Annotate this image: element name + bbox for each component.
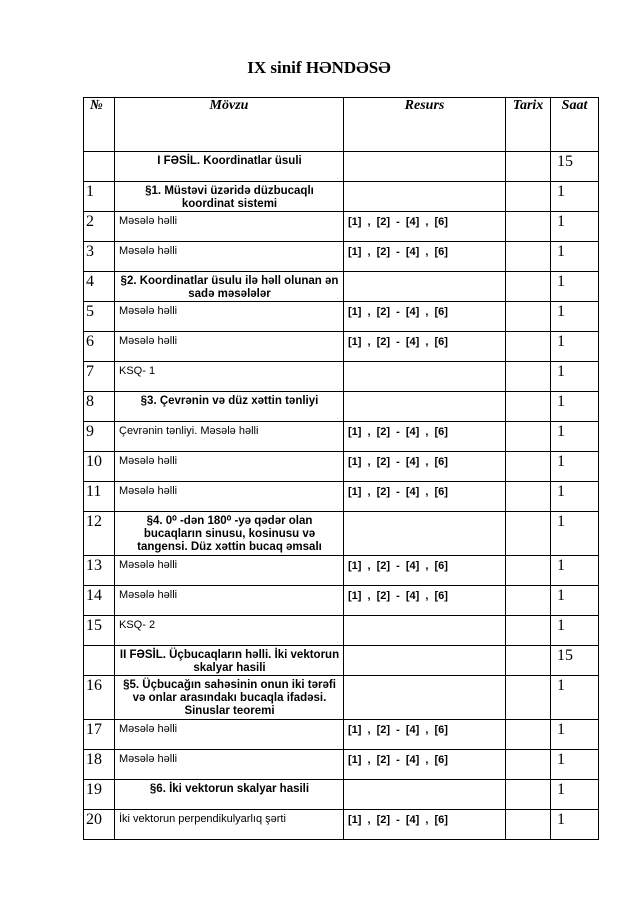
row-number: 19 — [84, 780, 115, 810]
row-hours: 1 — [551, 272, 599, 302]
row-hours: 1 — [551, 780, 599, 810]
row-topic: Məsələ həlli — [115, 720, 344, 750]
table-body — [84, 152, 599, 840]
row-topic: Məsələ həlli — [115, 212, 344, 242]
row-date — [506, 302, 551, 332]
row-resource — [344, 646, 506, 676]
table-row — [84, 152, 599, 182]
row-topic: II FƏSİL. Üçbucaqların həlli. İki vektorun skalyar hasili — [115, 646, 344, 676]
table-row — [84, 810, 599, 840]
row-date — [506, 362, 551, 392]
row-date — [506, 272, 551, 302]
row-number: 18 — [84, 750, 115, 780]
table-row — [84, 556, 599, 586]
row-number: 4 — [84, 272, 115, 302]
table-row — [84, 332, 599, 362]
row-topic: Məsələ həlli — [115, 482, 344, 512]
row-number — [84, 646, 115, 676]
table-row — [84, 422, 599, 452]
row-hours: 15 — [551, 152, 599, 182]
row-topic: Məsələ həlli — [115, 452, 344, 482]
lesson-plan-table — [83, 97, 599, 840]
row-topic: §6. İki vektorun skalyar hasili — [115, 780, 344, 810]
row-resource: [1] , [2] - [4] , [6] — [344, 586, 506, 616]
table-row — [84, 452, 599, 482]
row-date — [506, 646, 551, 676]
row-date — [506, 720, 551, 750]
row-hours: 1 — [551, 750, 599, 780]
row-topic: Məsələ həlli — [115, 332, 344, 362]
row-date — [506, 750, 551, 780]
row-resource: [1] , [2] - [4] , [6] — [344, 810, 506, 840]
row-number: 20 — [84, 810, 115, 840]
row-resource — [344, 272, 506, 302]
row-hours: 15 — [551, 646, 599, 676]
row-resource — [344, 182, 506, 212]
row-date — [506, 780, 551, 810]
row-hours: 1 — [551, 616, 599, 646]
row-date — [506, 512, 551, 556]
row-resource — [344, 362, 506, 392]
row-hours: 1 — [551, 810, 599, 840]
table-row — [84, 242, 599, 272]
row-number: 1 — [84, 182, 115, 212]
row-topic: Məsələ həlli — [115, 302, 344, 332]
table-row — [84, 586, 599, 616]
row-hours: 1 — [551, 452, 599, 482]
row-hours: 1 — [551, 242, 599, 272]
table-row — [84, 212, 599, 242]
row-topic: Məsələ həlli — [115, 242, 344, 272]
row-topic: Məsələ həlli — [115, 556, 344, 586]
row-resource: [1] , [2] - [4] , [6] — [344, 452, 506, 482]
row-resource — [344, 152, 506, 182]
row-resource: [1] , [2] - [4] , [6] — [344, 556, 506, 586]
row-topic: §1. Müstəvi üzəridə düzbucaqlı koordinat sistemi — [115, 182, 344, 212]
row-resource: [1] , [2] - [4] , [6] — [344, 332, 506, 362]
row-date — [506, 422, 551, 452]
table-row — [84, 362, 599, 392]
header-row — [84, 98, 599, 152]
row-hours: 1 — [551, 212, 599, 242]
row-topic: §2. Koordinatlar üsulu ilə həll olunan ən sadə məsələlər — [115, 272, 344, 302]
row-resource: [1] , [2] - [4] , [6] — [344, 482, 506, 512]
row-resource — [344, 512, 506, 556]
row-resource — [344, 616, 506, 646]
row-hours: 1 — [551, 392, 599, 422]
row-date — [506, 212, 551, 242]
row-number: 5 — [84, 302, 115, 332]
row-date — [506, 616, 551, 646]
table-row — [84, 482, 599, 512]
row-hours: 1 — [551, 362, 599, 392]
row-resource — [344, 676, 506, 720]
row-date — [506, 810, 551, 840]
row-number: 8 — [84, 392, 115, 422]
row-resource: [1] , [2] - [4] , [6] — [344, 720, 506, 750]
row-hours: 1 — [551, 482, 599, 512]
row-number: 9 — [84, 422, 115, 452]
row-resource: [1] , [2] - [4] , [6] — [344, 212, 506, 242]
row-topic: KSQ- 1 — [115, 362, 344, 392]
row-topic: KSQ- 2 — [115, 616, 344, 646]
row-resource: [1] , [2] - [4] , [6] — [344, 422, 506, 452]
table-row — [84, 616, 599, 646]
page-title: IX sinif HƏNDƏSƏ — [247, 58, 391, 77]
row-topic: Məsələ həlli — [115, 586, 344, 616]
row-topic: Çevrənin tənliyi. Məsələ həlli — [115, 422, 344, 452]
row-topic: §3. Çevrənin və düz xəttin tənliyi — [115, 392, 344, 422]
table-row — [84, 302, 599, 332]
table-row — [84, 182, 599, 212]
row-topic: Məsələ həlli — [115, 750, 344, 780]
table-row — [84, 750, 599, 780]
row-date — [506, 152, 551, 182]
row-date — [506, 676, 551, 720]
row-resource — [344, 780, 506, 810]
header-resource: Resurs — [344, 98, 506, 152]
row-number — [84, 152, 115, 182]
row-resource: [1] , [2] - [4] , [6] — [344, 750, 506, 780]
row-date — [506, 482, 551, 512]
row-hours: 1 — [551, 676, 599, 720]
row-topic: İki vektorun perpendikulyarlıq şərti — [115, 810, 344, 840]
row-date — [506, 452, 551, 482]
row-hours: 1 — [551, 332, 599, 362]
row-hours: 1 — [551, 302, 599, 332]
row-topic: I FƏSİL. Koordinatlar üsuli — [115, 152, 344, 182]
table-row — [84, 720, 599, 750]
header-date: Tarix — [506, 98, 551, 152]
row-topic: §4. 0⁰ -dən 180⁰ -yə qədər olan bucaqların sinusu, kosinusu və tangensi. Düz xəttin bucaq əmsalı — [115, 512, 344, 556]
table-row — [84, 780, 599, 810]
row-hours: 1 — [551, 422, 599, 452]
row-number: 14 — [84, 586, 115, 616]
row-date — [506, 392, 551, 422]
header-hours: Saat — [551, 98, 599, 152]
row-hours: 1 — [551, 556, 599, 586]
row-number: 6 — [84, 332, 115, 362]
row-number: 2 — [84, 212, 115, 242]
row-number: 12 — [84, 512, 115, 556]
row-number: 3 — [84, 242, 115, 272]
row-number: 16 — [84, 676, 115, 720]
row-number: 7 — [84, 362, 115, 392]
table-row — [84, 392, 599, 422]
row-hours: 1 — [551, 586, 599, 616]
row-number: 15 — [84, 616, 115, 646]
table-row — [84, 272, 599, 302]
row-hours: 1 — [551, 720, 599, 750]
row-resource — [344, 392, 506, 422]
row-date — [506, 556, 551, 586]
table-row — [84, 646, 599, 676]
row-date — [506, 242, 551, 272]
row-resource: [1] , [2] - [4] , [6] — [344, 302, 506, 332]
row-number: 11 — [84, 482, 115, 512]
row-date — [506, 182, 551, 212]
row-topic: §5. Üçbucağın sahəsinin onun iki tərəfi və onlar arasındakı bucaqla ifadəsi. Sinuslar teoremi — [115, 676, 344, 720]
row-hours: 1 — [551, 182, 599, 212]
row-number: 13 — [84, 556, 115, 586]
row-date — [506, 332, 551, 362]
table-row — [84, 512, 599, 556]
header-number: № — [84, 98, 115, 152]
table-row — [84, 676, 599, 720]
row-number: 17 — [84, 720, 115, 750]
header-topic: Mövzu — [115, 98, 344, 152]
row-resource: [1] , [2] - [4] , [6] — [344, 242, 506, 272]
row-hours: 1 — [551, 512, 599, 556]
row-number: 10 — [84, 452, 115, 482]
row-date — [506, 586, 551, 616]
